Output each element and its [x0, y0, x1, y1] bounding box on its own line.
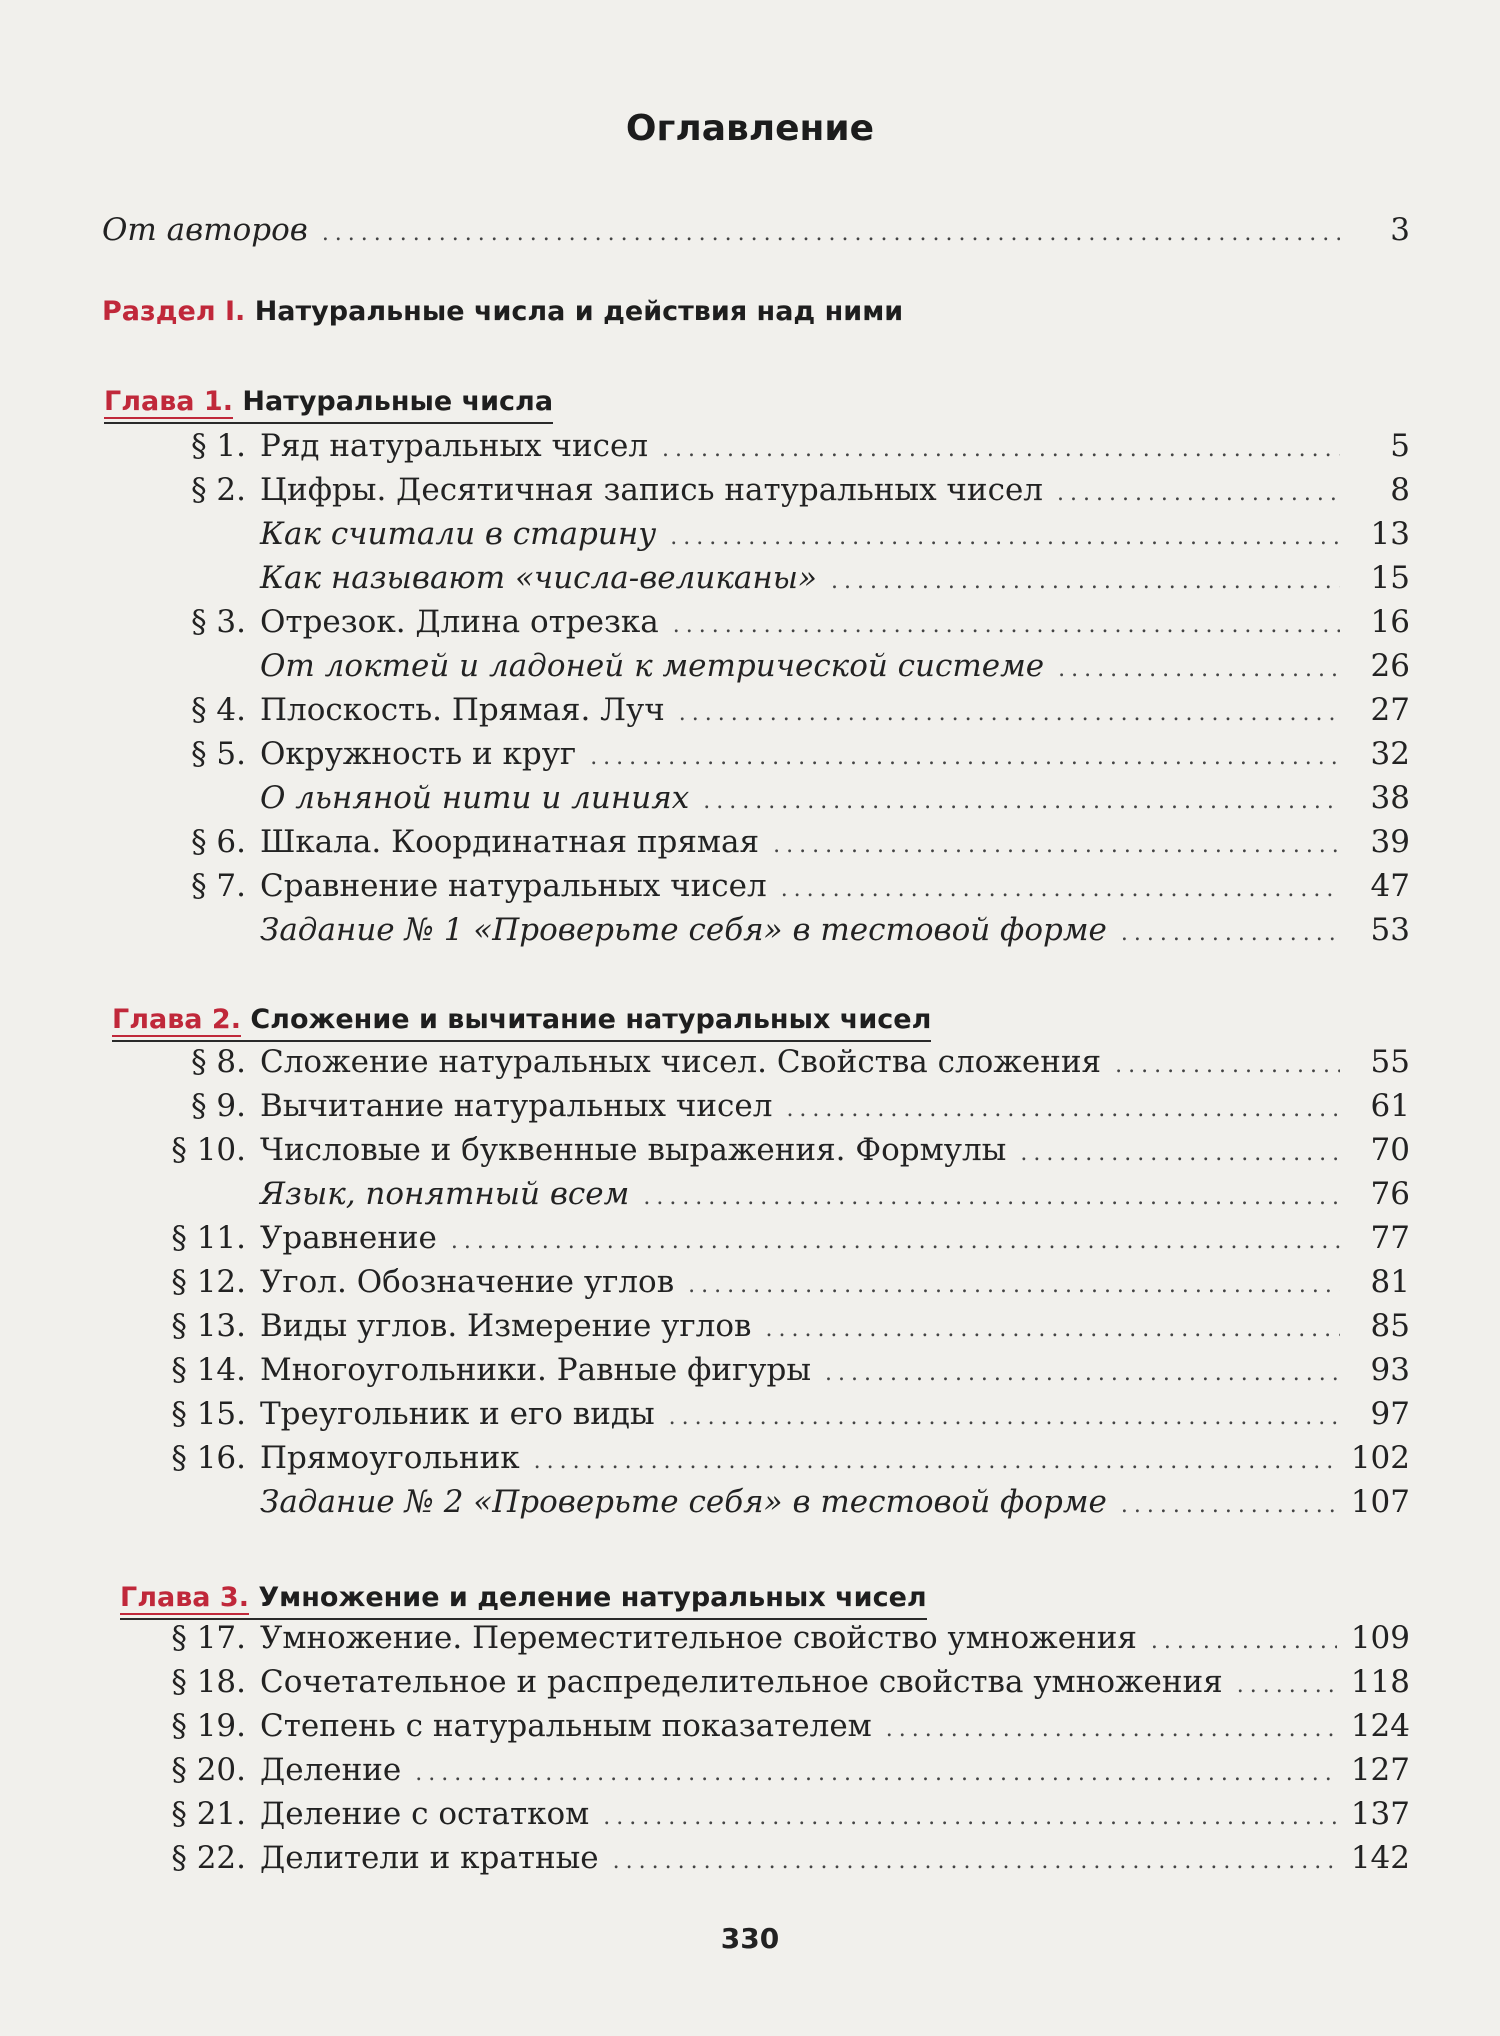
toc-entry[interactable] — [150, 732, 1410, 776]
toc-entry-section: § 20. — [171, 1752, 246, 1788]
toc-entry-text: Задание № 1 «Проверьте себя» в тестовой форме — [260, 912, 1107, 948]
toc-entry[interactable] — [150, 820, 1410, 864]
toc-entry-page: 77 — [1370, 1220, 1410, 1256]
toc-entry-text: Плоскость. Прямая. Луч — [260, 692, 665, 728]
toc-entry[interactable] — [150, 424, 1410, 468]
toc-entry-page: 76 — [1370, 1176, 1410, 1212]
toc-entry-section: § 1. — [191, 428, 246, 464]
toc-entry[interactable] — [150, 1260, 1410, 1304]
chapter-heading-1 — [104, 382, 553, 424]
page-title: Оглавление — [625, 108, 875, 149]
toc-entry-page: 109 — [1350, 1620, 1410, 1656]
chapter-title: Умножение и деление натуральных чисел — [258, 1582, 927, 1613]
chapter-heading-2 — [112, 1000, 931, 1042]
toc-entry[interactable] — [150, 1436, 1410, 1480]
toc-entry-text: Окружность и круг — [260, 736, 577, 772]
toc-entry-page: 13 — [1370, 516, 1410, 552]
toc-entry-text: Степень с натуральным показателем — [260, 1708, 872, 1744]
toc-entry-text: Сравнение натуральных чисел — [260, 868, 767, 904]
leader-dots — [590, 736, 1340, 780]
section-heading — [102, 292, 903, 332]
chapter-title: Сложение и вычитание натуральных чисел — [250, 1004, 932, 1035]
toc-entry-page: 97 — [1370, 1396, 1410, 1432]
toc-entry[interactable] — [150, 600, 1410, 644]
toc-entry-text: Многоугольники. Равные фигуры — [260, 1352, 812, 1388]
toc-entry[interactable] — [150, 1616, 1410, 1660]
toc-entry[interactable] — [150, 1128, 1410, 1172]
toc-entry-text: Умножение. Переместительное свойство умножения — [260, 1620, 1137, 1656]
toc-entry[interactable] — [150, 1660, 1410, 1704]
page-number: 330 — [720, 1922, 780, 1955]
leader-dots — [643, 1176, 1340, 1220]
leader-dots — [669, 1396, 1340, 1440]
toc-entry-text: Уравнение — [260, 1220, 437, 1256]
toc-entry-section: § 8. — [191, 1044, 246, 1080]
toc-entry-section: § 12. — [171, 1264, 246, 1300]
chapter-heading-3 — [120, 1578, 927, 1620]
toc-entry-section: § 19. — [171, 1708, 246, 1744]
toc-entry-page: 70 — [1370, 1132, 1410, 1168]
toc-entry[interactable] — [150, 1348, 1410, 1392]
toc-entry-text: Цифры. Десятичная запись натуральных чисел — [260, 472, 1043, 508]
toc-entry-text: Деление — [260, 1752, 402, 1788]
toc-entry-page: 3 — [1390, 212, 1410, 248]
toc-entry-intro[interactable] — [102, 208, 1410, 252]
leader-dots — [415, 1752, 1337, 1796]
toc-entry-text: Делители и кратные — [260, 1840, 599, 1876]
toc-entry[interactable] — [150, 1792, 1410, 1836]
toc-entry[interactable] — [150, 468, 1410, 512]
toc-entry[interactable] — [150, 864, 1410, 908]
chapter-label: Глава 3. — [120, 1582, 249, 1613]
toc-entry-page: 53 — [1370, 912, 1410, 948]
toc-entry[interactable] — [150, 1172, 1410, 1216]
toc-entry-page: 5 — [1390, 428, 1410, 464]
toc-entry[interactable] — [150, 1084, 1410, 1128]
toc-entry-text: Деление с остатком — [260, 1796, 590, 1832]
toc-entry-text: Виды углов. Измерение углов — [260, 1308, 752, 1344]
toc-entry-text: Числовые и буквенные выражения. Формулы — [260, 1132, 1007, 1168]
toc-entry-page: 27 — [1370, 692, 1410, 728]
toc-entry-text: От локтей и ладоней к метрической системе — [260, 648, 1045, 684]
toc-entry-page: 55 — [1370, 1044, 1410, 1080]
leader-dots — [673, 604, 1340, 648]
section-label: Раздел I. — [102, 296, 246, 327]
toc-entry-page: 38 — [1370, 780, 1410, 816]
toc-entry-page: 124 — [1350, 1708, 1410, 1744]
section-title: Натуральные числа и действия над ними — [254, 296, 904, 327]
toc-entry[interactable] — [150, 1748, 1410, 1792]
toc-entry-section: § 5. — [191, 736, 246, 772]
toc-entry-section: § 2. — [191, 472, 246, 508]
toc-entry-text: Как называют «числа-великаны» — [260, 560, 817, 596]
toc-entry-text: Сочетательное и распределительное свойства умножения — [260, 1664, 1223, 1700]
toc-entry-text: Треугольник и его виды — [260, 1396, 655, 1432]
toc-entry-section: § 4. — [191, 692, 246, 728]
leader-dots — [703, 780, 1340, 824]
toc-entry-page: 102 — [1350, 1440, 1410, 1476]
toc-entry-text: Задание № 2 «Проверьте себя» в тестовой форме — [260, 1484, 1107, 1520]
toc-entry-page: 107 — [1350, 1484, 1410, 1520]
leader-dots — [688, 1264, 1340, 1308]
toc-entry[interactable] — [150, 512, 1410, 556]
leader-dots — [781, 868, 1340, 912]
leader-dots — [1121, 912, 1340, 956]
toc-entry-section: § 10. — [171, 1132, 246, 1168]
toc-entry-page: 127 — [1350, 1752, 1410, 1788]
toc-entry[interactable] — [150, 688, 1410, 732]
leader-dots — [886, 1708, 1337, 1752]
leader-dots — [322, 212, 1340, 256]
toc-entry-section: § 22. — [171, 1840, 246, 1876]
toc-entry-page: 16 — [1370, 604, 1410, 640]
toc-entry[interactable] — [150, 1836, 1410, 1880]
leader-dots — [1237, 1664, 1337, 1708]
toc-entry-section: § 11. — [171, 1220, 246, 1256]
toc-entry-page: 15 — [1370, 560, 1410, 596]
toc-entry[interactable] — [150, 1704, 1410, 1748]
toc-entry-section: § 21. — [171, 1796, 246, 1832]
toc-entry-page: 118 — [1350, 1664, 1410, 1700]
leader-dots — [534, 1440, 1337, 1484]
toc-entry[interactable] — [150, 908, 1410, 952]
toc-entry[interactable] — [150, 1480, 1410, 1524]
leader-dots — [613, 1840, 1337, 1884]
chapter-label: Глава 2. — [112, 1004, 241, 1035]
leader-dots — [679, 692, 1340, 736]
toc-entry-page: 81 — [1370, 1264, 1410, 1300]
toc-entry[interactable] — [150, 644, 1410, 688]
leader-dots — [670, 516, 1340, 560]
toc-entry[interactable] — [150, 1304, 1410, 1348]
toc-entry-section: § 14. — [171, 1352, 246, 1388]
toc-entry-text: Угол. Обозначение углов — [260, 1264, 675, 1300]
leader-dots — [1058, 648, 1340, 692]
toc-entry-section: § 3. — [191, 604, 246, 640]
toc-entry[interactable] — [150, 776, 1410, 820]
leader-dots — [451, 1220, 1340, 1264]
toc-entry-text: От авторов — [102, 212, 308, 248]
toc-entry-text: Прямоугольник — [260, 1440, 520, 1476]
chapter-label: Глава 1. — [104, 386, 233, 417]
toc-entry-section: § 6. — [191, 824, 246, 860]
toc-entry-page: 26 — [1370, 648, 1410, 684]
toc-entry-section: § 9. — [191, 1088, 246, 1124]
toc-entry-text: Как считали в старину — [260, 516, 657, 552]
toc-entry[interactable] — [150, 1040, 1410, 1084]
toc-entry-page: 39 — [1370, 824, 1410, 860]
toc-entry[interactable] — [150, 1392, 1410, 1436]
leader-dots — [1020, 1132, 1340, 1176]
toc-entry-section: § 15. — [171, 1396, 246, 1432]
leader-dots — [1057, 472, 1340, 516]
toc-entry-page: 93 — [1370, 1352, 1410, 1388]
toc-entry-text: О льняной нити и линиях — [260, 780, 690, 816]
toc-entry-section: § 18. — [171, 1664, 246, 1700]
leader-dots — [786, 1088, 1340, 1132]
toc-entry[interactable] — [150, 1216, 1410, 1260]
toc-entry-text: Отрезок. Длина отрезка — [260, 604, 659, 640]
toc-entry-text: Ряд натуральных чисел — [260, 428, 649, 464]
leader-dots — [1115, 1044, 1340, 1088]
toc-entry-page: 137 — [1350, 1796, 1410, 1832]
toc-entry-section: § 13. — [171, 1308, 246, 1344]
toc-entry-text: Шкала. Координатная прямая — [260, 824, 760, 860]
leader-dots — [825, 1352, 1340, 1396]
leader-dots — [831, 560, 1340, 604]
leader-dots — [1121, 1484, 1337, 1528]
chapter-title: Натуральные числа — [242, 386, 554, 417]
toc-entry-section: § 7. — [191, 868, 246, 904]
toc-entry-text: Вычитание натуральных чисел — [260, 1088, 773, 1124]
toc-entry-section: § 17. — [171, 1620, 246, 1656]
leader-dots — [1151, 1620, 1337, 1664]
toc-entry-page: 142 — [1350, 1840, 1410, 1876]
toc-entry-section: § 16. — [171, 1440, 246, 1476]
toc-entry-text: Сложение натуральных чисел. Свойства сложения — [260, 1044, 1102, 1080]
leader-dots — [773, 824, 1340, 868]
leader-dots — [603, 1796, 1337, 1840]
toc-entry-page: 8 — [1390, 472, 1410, 508]
toc-entry-page: 47 — [1370, 868, 1410, 904]
toc-entry[interactable] — [150, 556, 1410, 600]
toc-entry-page: 85 — [1370, 1308, 1410, 1344]
leader-dots — [765, 1308, 1340, 1352]
toc-entry-page: 32 — [1370, 736, 1410, 772]
leader-dots — [662, 428, 1340, 472]
toc-entry-page: 61 — [1370, 1088, 1410, 1124]
toc-entry-text: Язык, понятный всем — [260, 1176, 630, 1212]
